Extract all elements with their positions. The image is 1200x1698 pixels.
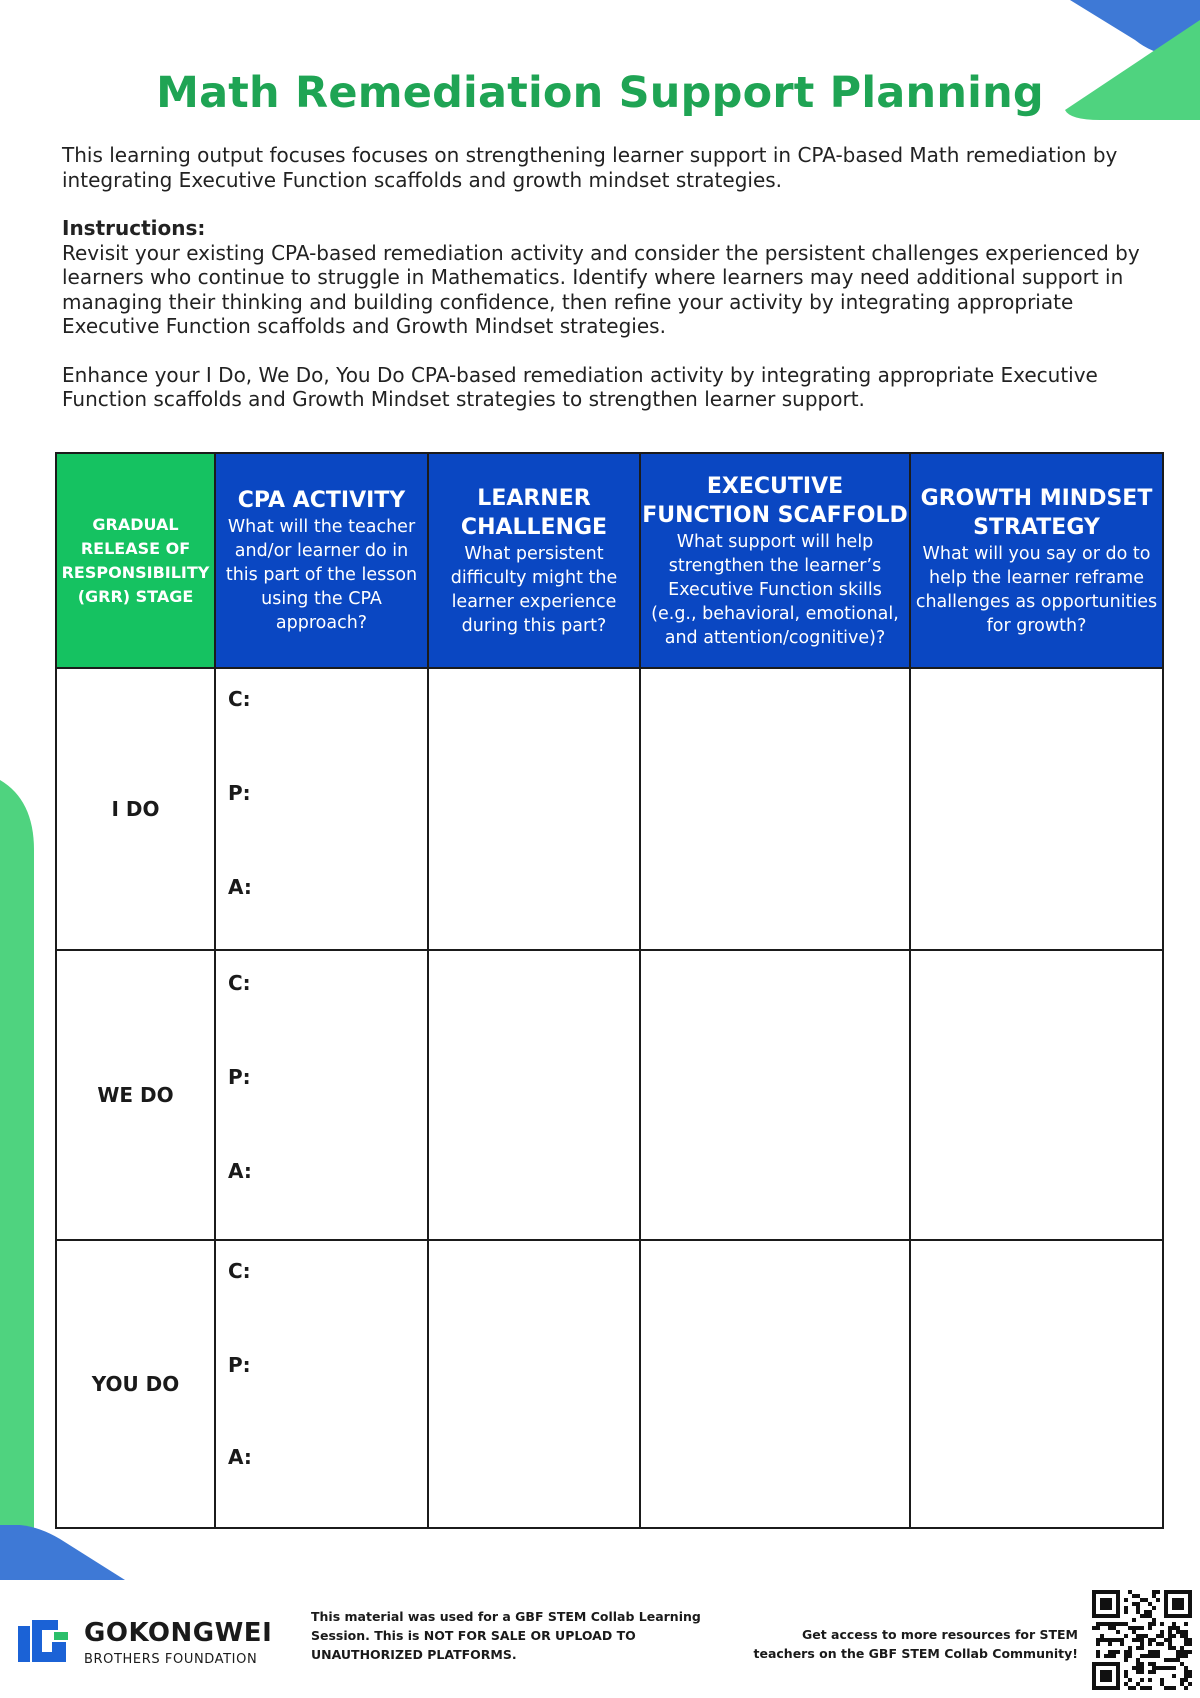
planning-table — [55, 452, 1164, 1529]
stage-label: YOU DO — [56, 1240, 215, 1528]
pictorial-label: P: — [228, 1353, 251, 1377]
logo-subtitle: BROTHERS FOUNDATION — [84, 1652, 258, 1667]
footer-access-text[interactable]: Get access to more resources for STEM teachers on the GBF STEM Collab Community! — [753, 1627, 1078, 1661]
description-text: This learning output focuses focuses on strengthening learner support in CPA-based Math remediation by integrating Executive Function scaffolds and growth mindset strategies. — [62, 143, 1118, 192]
column-subtitle: What persistent difficulty might the learner experience during this part? — [450, 543, 618, 636]
learner-challenge-header — [428, 453, 640, 668]
cpa-activity-cell[interactable] — [215, 950, 428, 1240]
column-title: CPA ACTIVITY — [237, 488, 406, 513]
instructions-text: Revisit your existing CPA-based remediation activity and consider the persistent challenges experienced by learners who continue to struggle in Mathematics. Identify where learners may need additional support in managing their thinking and building confidence, then refine your activity by integrating appropriate Executive Function scaffolds and Growth Mindset strategies. — [62, 240, 1140, 338]
executive-function-cell[interactable] — [640, 950, 910, 1240]
abstract-label: A: — [228, 1159, 252, 1183]
column-title: LEARNER CHALLENGE — [460, 485, 608, 540]
executive-function-header — [640, 453, 910, 668]
gbf-logo — [18, 1612, 278, 1672]
footer-notice: This material was used for a GBF STEM Collab Learning Session. This is NOT FOR SALE OR UPLOAD TO UNAUTHORIZED PLATFORMS. — [311, 1609, 701, 1662]
table-row-i-do — [56, 668, 1163, 950]
column-title: EXECUTIVE FUNCTION SCAFFOLD — [642, 473, 908, 528]
growth-mindset-cell[interactable] — [910, 950, 1163, 1240]
column-subtitle: What will the teacher and/or learner do in this part of the lesson using the CPA approach? — [225, 517, 418, 633]
intro-section — [62, 143, 1162, 412]
bottom-left-decoration — [0, 1525, 130, 1580]
stage-label: I DO — [56, 668, 215, 950]
learner-challenge-cell[interactable] — [428, 1240, 640, 1528]
column-subtitle: What support will help strengthen the learner’s Executive Function skills (e.g., behavioral, emotional, and attention/cognitive)? — [651, 531, 899, 648]
left-green-stripe — [0, 780, 34, 1580]
executive-function-cell[interactable] — [640, 668, 910, 950]
cpa-activity-cell[interactable] — [215, 1240, 428, 1528]
cpa-activity-cell[interactable] — [215, 668, 428, 950]
growth-mindset-cell[interactable] — [910, 668, 1163, 950]
abstract-label: A: — [228, 875, 252, 899]
page-title: Math Remediation Support Planning — [156, 68, 1044, 118]
grr-stage-header: GRADUAL RELEASE OF RESPONSIBILITY (GRR) STAGE — [56, 453, 215, 668]
growth-mindset-cell[interactable] — [910, 1240, 1163, 1528]
column-title: GROWTH MINDSET STRATEGY — [920, 485, 1153, 540]
executive-function-cell[interactable] — [640, 1240, 910, 1528]
concrete-label: C: — [228, 971, 251, 995]
pictorial-label: P: — [228, 781, 251, 805]
instructions-heading: Instructions: — [62, 216, 206, 240]
abstract-label: A: — [228, 1445, 252, 1469]
pictorial-label: P: — [228, 1065, 251, 1089]
enhance-text: Enhance your I Do, We Do, You Do CPA-based remediation activity by integrating appropriate Executive Function scaffolds and Growth Mindset strategies to strengthen learner support. — [62, 362, 1098, 411]
concrete-label: C: — [228, 1259, 251, 1283]
concrete-label: C: — [228, 687, 251, 711]
stage-label: WE DO — [56, 950, 215, 1240]
learner-challenge-cell[interactable] — [428, 668, 640, 950]
growth-mindset-header — [910, 453, 1163, 668]
logo-name: GOKONGWEI — [84, 1618, 273, 1648]
qr-code-icon[interactable] — [1092, 1590, 1192, 1690]
column-subtitle: What will you say or do to help the learner reframe challenges as opportunities for growth? — [915, 543, 1158, 636]
table-row-you-do — [56, 1240, 1163, 1528]
table-header-row — [56, 453, 1163, 668]
table-row-we-do — [56, 950, 1163, 1240]
gbf-logo-icon — [18, 1618, 70, 1668]
learner-challenge-cell[interactable] — [428, 950, 640, 1240]
cpa-activity-header — [215, 453, 428, 668]
